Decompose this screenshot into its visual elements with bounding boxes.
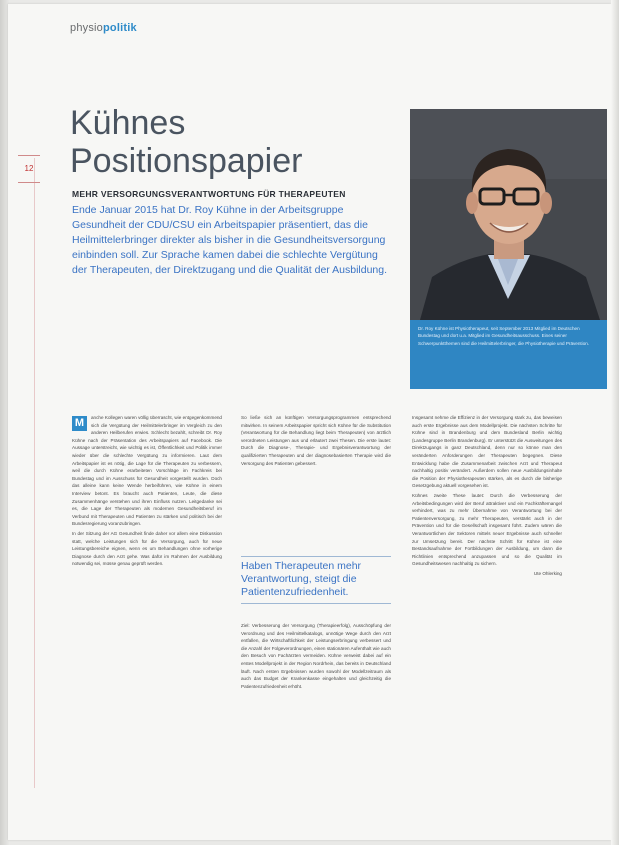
portrait-illustration <box>410 109 607 320</box>
body-paragraph: So ließe sich an künftigen Versorgungsprogrammen entsprechend mitwirken. In seinem Arbeitspapier spricht sich Kühne für die Substitution (Verantwortung für die Behandlung liegt beim Therapeuten) von ärztlich verordneten Leistungen aus und erläutert zwei Thesen. Die erste lautet: Durch die Diagnose-, Therapie- und Ergebnisverantwortung der qualifizierten Therapeuten und der diagnosebasierten Therapie wird die Versorgung des Patienten gebessert. <box>241 415 391 466</box>
body-paragraph: Insgesamt nehme die Effizienz in der Versorgung stark zu, das beweisen auch erste Ergebnisse aus dem Modellprojekt. Die nächsten Schritte für Kühne sind in Brandenburg und dem Bundesland Berlin wichtig (Landesgruppe Berlin Brandenburg). Er unterstützt die Ausweitungen des Direktzugangs in ganz Deutschland, denn nur so könne man den veränderten Anforderungen der Therapeuten begegnen. Diese Entwicklung habe die Zusammenarbeit zwischen Arzt und Therapeut nachhaltig positiv verändert. Außerdem sollen neue Ausbildungsinhalte die Position der Physiotherapeuten stärken, als es durch die bisherige Gesetzgebung aktuell vorgesehen ist. <box>412 415 562 489</box>
body-paragraph: Ziel: Verbesserung der Versorgung (Therapieerfolg), Ausschöpfung der Verordnung und des Heilmittelkatalogs, unnötige Wege durch den Arzt entfallen, die Wirtschaftlichkeit der Leistungserbringung verbessert und die Anzahl der Folgeverordnungen, einen stationären Aufenthalt wie auch den Besuch von Fachärzten vermeiden. Kühne verweist dabei auf ein erstes Modellprojekt in der Region Nordrhein, das bereits in Deutschland läuft. Nach ersten Ergebnissen wurden sowohl der Modellzeitraum als auch das Budget der Krankenkasse eingehalten und gleichzeitig die Patientenzufriedenheit erhöht. <box>241 623 391 689</box>
body-paragraph: In der Sitzung der AG Gesundheit finde daher vor allem eine Diskussion statt, welche Leistungen sich für die Versorgung, auch für neue Leistungsbereiche eignen, wenn es um Behandlungen ohne vorherige Diagnose durch den Arzt gehe. Was dafür im Rahmen der Ausbildung notwendig sei, müsse genau geprüft werden. <box>72 530 222 567</box>
pull-quote: Haben Therapeuten mehr Verantwortung, steigt die Patientenzufriedenheit. <box>241 556 391 604</box>
page-edge-shadow <box>611 0 619 845</box>
body-column-1 <box>72 414 222 570</box>
byline: Ute Ohlerking <box>533 570 562 576</box>
body-column-2-top <box>241 414 391 469</box>
section-part-1: physio <box>70 22 103 34</box>
body-column-2-bottom <box>241 622 391 692</box>
title-line-1: Kühnes <box>70 104 186 142</box>
body-paragraph: Kühnes zweite These lautet: Durch die Verbesserung der Arbeitsbedingungen wird der Beruf attraktiver und ein Fachkräftemangel verhindert, was zu mehr Übernahme von Verantwortung bei der Patientenversorgung, zu mehr Therapeuten, verstärkt auch in der Prävention und für die Gesellschaft insgesamt führt. Zudem wären die Verantwortlichen der Sektoren mittels neuer Ergebnisse auch schneller zur Umsetzung bereit. Der nächste Schritt für Kühne ist eine Bestandsaufnahme der Fortbildungen der Ausbildung, um dann die Richtlinien entsprechend anzupassen und so die Qualität im Gesundheitswesen nachhaltig zu sichern. <box>412 492 562 567</box>
body-column-3 <box>412 414 562 579</box>
section-part-2: politik <box>103 22 137 34</box>
portrait-photo <box>410 109 607 320</box>
body-paragraph: anche Kollegen waren völlig überrascht, wie entgegenkommend sich die Vergütung der Heilmittelerbringer im Vergleich zu den anderen Heilberufen erwies. Schlecht bezahlt, schreibt Dr. Roy Kühne nach der Präsentation des Arbeitspapiers auf Facebook. Die Aussage unterstreicht, wie wichtig es ist, Öffentlichkeit und Politik immer wieder über die schlechte Vergütung zu informieren. Laut dem Arbeitspapier ist es nötig, die Lage für die Therapeuten zu verbessern, weil die durch Kühne erarbeiteten Vorschläge im Fachkreis bei Bundestag und im Ausschuss für Gesundheit vorgestellt wurden. Doch das alleine kann keine Wende herbeiführen, wie Kühne in einem Interview betont. Es braucht auch Patienten, Leute, die diese Zusammenhänge verstehen und ihren Einfluss nutzen. Leitgedanke sei es, die Lage der Therapeuten als modernen Gesundheitsberuf im Verbund mit Therapeuten und Patienten zu stärken und politisch bei der Bundesregierung voranzubringen. <box>72 415 222 527</box>
article-title <box>70 104 390 180</box>
margin-rule <box>34 158 35 788</box>
title-line-2: Positionspapier <box>70 142 303 180</box>
drop-cap: M <box>72 416 87 431</box>
photo-caption: Dr. Roy Kühne ist Physiotherapeut, seit September 2013 Mitglied im Deutschen Bundestag und dort u.a. Mitglied im Gesundheitsausschuss. Eines seiner Schwerpunktthemen sind die Heilmittelerbringer, die Physiotherapie und Prävention. <box>410 320 607 389</box>
article-kicker: MEHR VERSORGUNGSVERANTWORTUNG FÜR THERAPEUTEN <box>72 189 346 199</box>
page-number: 12 <box>18 155 40 183</box>
section-header <box>70 22 137 34</box>
article-lead: Ende Januar 2015 hat Dr. Roy Kühne in der Arbeitsgruppe Gesundheit der CDU/CSU ein Arbeitspapier präsentiert, das die Heilmittelerbringer direkter als bisher in die Gesundheitsversorgung einbinden soll. Zur Sprache kamen dabei die schlechte Vergütung der Therapeuten, der Direktzugang und die Qualität der Ausbildung. <box>72 204 388 276</box>
